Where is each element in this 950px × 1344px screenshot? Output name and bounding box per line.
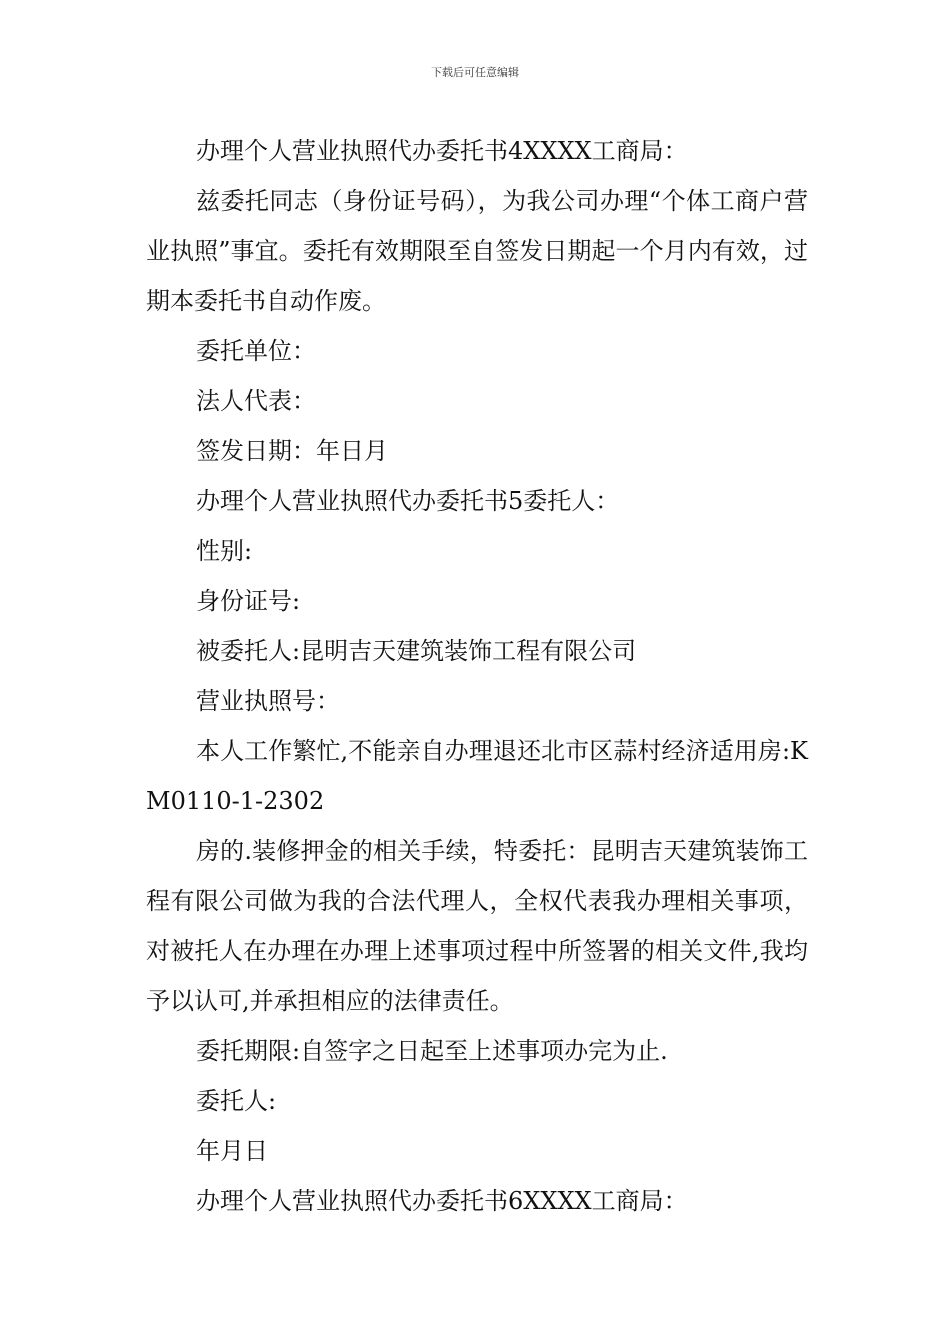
doc-title-4: 办理个人营业执照代办委托书4XXXX工商局： — [196, 137, 688, 165]
license-number-field: 营业执照号： — [196, 687, 340, 715]
gender-field: 性别: — [196, 537, 253, 565]
date-field: 年月日 — [196, 1137, 268, 1165]
authorization-paragraph: 房的.装修押金的相关手续，特委托：昆明吉天建筑装饰工程有限公司做为我的合法代理人，全权代表我办理相关事项，对被托人在办理在办理上述事项过程中所签署的相关文件,我均予以认可,并承担相应的法律责任。 — [146, 837, 808, 1015]
entrust-period-field: 委托期限:自签字之日起至上述事项办完为止. — [196, 1037, 668, 1065]
entrust-statement: 兹委托同志（身份证号码），为我公司办理“个体工商户营业执照”事宜。委托有效期限至自签发日期起一个月内有效，过期本委托书自动作废。 — [146, 187, 808, 315]
doc-title-5: 办理个人营业执照代办委托书5委托人： — [196, 487, 620, 515]
id-number-field: 身份证号: — [196, 587, 301, 615]
page-header: 下载后可任意编辑 — [431, 66, 519, 79]
entrust-unit-field: 委托单位： — [196, 337, 316, 365]
document-body — [146, 126, 808, 1226]
trustee-field: 被委托人:昆明吉天建筑装饰工程有限公司 — [196, 637, 637, 665]
reason-paragraph: 本人工作繁忙,不能亲自办理退还北市区蒜村经济适用房:KM0110-1-2302 — [146, 737, 808, 815]
entruster-signature-field: 委托人: — [196, 1087, 277, 1115]
doc-title-6: 办理个人营业执照代办委托书6XXXX工商局： — [196, 1187, 688, 1215]
issue-date-field: 签发日期：年日月 — [196, 437, 388, 465]
legal-rep-field: 法人代表： — [196, 387, 316, 415]
